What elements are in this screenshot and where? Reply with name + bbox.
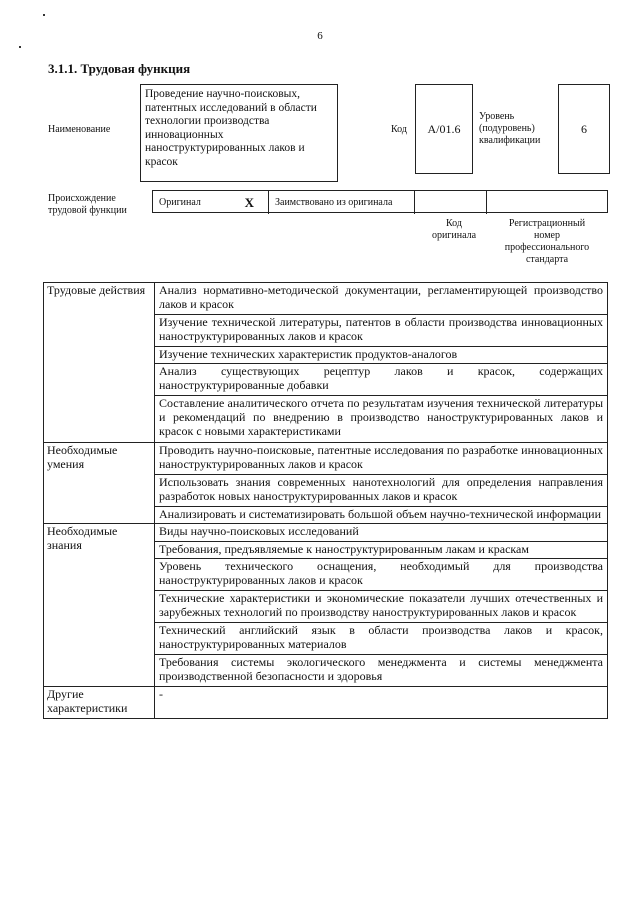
page-number: 6 xyxy=(317,30,323,42)
other-value: - xyxy=(155,686,608,718)
scan-speck xyxy=(19,46,21,48)
table-row xyxy=(44,524,608,541)
level-value-box: 6 xyxy=(558,84,610,174)
action-item: Анализ существующих рецептур лаков и красок, содержащих наноструктурированные добавки xyxy=(155,364,608,396)
origin-code-caption: Код оригинала xyxy=(431,218,477,241)
knowledge-label: Необходимые знания xyxy=(44,524,155,686)
scan-speck xyxy=(43,14,45,16)
origin-mark: X xyxy=(244,194,254,210)
skills-label: Необходимые умения xyxy=(44,443,155,524)
knowledge-item: Уровень технического оснащения, необходимый для производства наноструктурированных лаков и красок xyxy=(155,558,608,590)
action-item: Изучение технических характеристик продуктов-аналогов xyxy=(155,347,608,364)
knowledge-item: Технические характеристики и экономические показатели лучших отечественных и зарубежных технологий по производству наноструктурированных лаков и красок xyxy=(155,590,608,622)
skill-item: Использовать знания современных нанотехнологий для определения направления разработок новых наноструктурированных лаков и красок xyxy=(155,475,608,507)
knowledge-item: Технический английский язык в области производства лаков и красок, наноструктурированных материалов xyxy=(155,622,608,654)
origin-original-label: Оригинал xyxy=(159,197,201,208)
origin-reg-caption: Регистрационный номер профессионального стандарта xyxy=(504,218,590,265)
table-row xyxy=(44,686,608,718)
name-label: Наименование xyxy=(48,124,111,135)
other-label: Другие характеристики xyxy=(44,686,155,718)
origin-label: Происхождение трудовой функции xyxy=(48,193,127,216)
knowledge-item: Требования, предъявляемые к наноструктурированным лакам и краскам xyxy=(155,541,608,558)
function-table xyxy=(43,282,608,719)
action-item: Составление аналитического отчета по результатам изучения технической литературы и рекомендаций по внедрению в производство наноструктурированных лаков и красок с новыми характеристиками xyxy=(155,396,608,443)
skill-item: Анализировать и систематизировать большой объем научно-технической информации xyxy=(155,507,608,524)
code-label: Код xyxy=(391,124,407,135)
knowledge-item: Виды научно-поисковых исследований xyxy=(155,524,608,541)
code-value-box: A/01.6 xyxy=(415,84,473,174)
level-label: Уровень (подуровень) квалификации xyxy=(479,111,541,146)
skill-item: Проводить научно-поисковые, патентные исследования по разработке инновационных наноструктурированных лаков и красок xyxy=(155,443,608,475)
origin-original-cell xyxy=(153,191,269,214)
action-item: Анализ нормативно-методической документации, регламентирующей производство лаков и красок xyxy=(155,283,608,315)
table-row xyxy=(44,283,608,315)
origin-row xyxy=(152,190,608,213)
actions-label: Трудовые действия xyxy=(44,283,155,443)
origin-code-cell xyxy=(415,191,487,214)
section-title: 3.1.1. Трудовая функция xyxy=(48,61,191,76)
origin-reg-cell xyxy=(487,191,607,214)
knowledge-item: Требования системы экологического менеджмента и системы менеджмента производственной безопасности и здоровья xyxy=(155,654,608,686)
origin-borrowed-cell xyxy=(269,191,415,214)
origin-borrowed-label: Заимствовано из оригинала xyxy=(275,197,393,208)
function-name-box: Проведение научно-поисковых, патентных исследований в области технологии производства инновационных наноструктурированных лаков и красок xyxy=(140,84,338,182)
table-row xyxy=(44,443,608,475)
action-item: Изучение технической литературы, патентов в области производства инновационных наноструктурированных лаков и красок xyxy=(155,315,608,347)
